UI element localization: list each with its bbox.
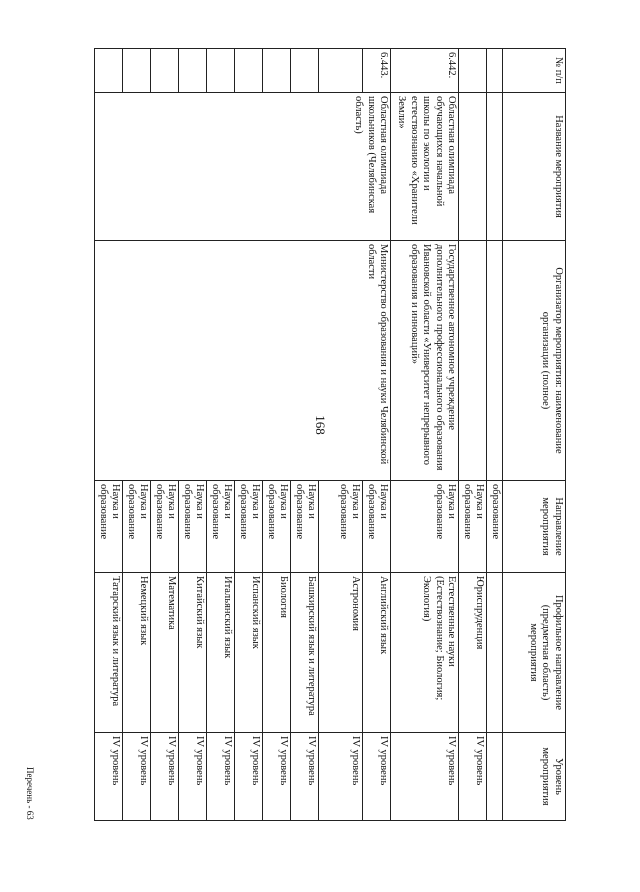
table-row (459, 49, 487, 821)
cell-profile: Естественные науки (Естествознание; Биология; Экология) (391, 573, 459, 733)
footer-note: Перечень - 63 (25, 767, 35, 820)
header-name: Название мероприятия (503, 93, 566, 241)
cell-num (263, 49, 291, 93)
events-table (95, 48, 567, 821)
cell-profile: Татарский язык и литература (95, 573, 123, 733)
header-direction: Направление мероприятия (503, 481, 566, 573)
cell-direction: Наука и образование (179, 481, 207, 573)
cell-level: IV уровень (151, 733, 179, 821)
table-row (487, 49, 503, 821)
cell-level: IV уровень (207, 733, 235, 821)
cell-num (291, 49, 319, 93)
cell-num (319, 49, 363, 93)
header-row (503, 49, 566, 821)
cell-organizer: Министерство образования и науки Челябинской области (95, 241, 391, 481)
cell-profile: Астрономия (319, 573, 363, 733)
table-row (391, 49, 459, 821)
cell-direction: образование (487, 481, 503, 573)
cell-num (207, 49, 235, 93)
cell-direction: Наука и образование (391, 481, 459, 573)
cell-profile: Башкирский язык и литература (291, 573, 319, 733)
cell-profile: Немецкий язык (123, 573, 151, 733)
cell-num (95, 49, 123, 93)
cell-num (459, 49, 487, 93)
cell-level: IV уровень (291, 733, 319, 821)
cell-level: IV уровень (363, 733, 391, 821)
cell-direction: Наука и образование (459, 481, 487, 573)
cell-direction: Наука и образование (235, 481, 263, 573)
cell-name (459, 93, 487, 241)
cell-organizer: Государственное автономное учреждение дополнительного профессионального образования Ивановской области «Университет непрерывного образования и инноваций» (391, 241, 459, 481)
table-row (363, 49, 391, 821)
header-profile: Профильное направление (предметная область) мероприятия (503, 573, 566, 733)
cell-level: IV уровень (263, 733, 291, 821)
cell-num: 6.443. (363, 49, 391, 93)
cell-level: IV уровень (123, 733, 151, 821)
cell-profile: Биология (263, 573, 291, 733)
cell-direction: Наука и образование (319, 481, 363, 573)
cell-direction: Наука и образование (263, 481, 291, 573)
cell-name (487, 93, 503, 241)
cell-level: IV уровень (235, 733, 263, 821)
cell-organizer (459, 241, 487, 481)
cell-direction: Наука и образование (151, 481, 179, 573)
cell-direction: Наука и образование (363, 481, 391, 573)
header-organizer: Организатор мероприятия: наименование организации (полное) (503, 241, 566, 481)
cell-profile: Итальянский язык (207, 573, 235, 733)
cell-level: IV уровень (95, 733, 123, 821)
cell-profile: Юриспруденция (459, 573, 487, 733)
cell-level: IV уровень (179, 733, 207, 821)
cell-profile: Испанский язык (235, 573, 263, 733)
cell-direction: Наука и образование (123, 481, 151, 573)
cell-profile (487, 573, 503, 733)
cell-profile: Математика (151, 573, 179, 733)
cell-profile: Китайский язык (179, 573, 207, 733)
page-number: 168 (313, 415, 328, 435)
cell-direction: Наука и образование (291, 481, 319, 573)
rotated-table-wrapper (82, 48, 566, 820)
cell-level: IV уровень (319, 733, 363, 821)
header-num: № п/п (503, 49, 566, 93)
cell-level: IV уровень (459, 733, 487, 821)
cell-num (123, 49, 151, 93)
cell-num (151, 49, 179, 93)
cell-num: 6.442. (391, 49, 459, 93)
cell-num (179, 49, 207, 93)
cell-profile: Английский язык (363, 573, 391, 733)
cell-direction: Наука и образование (95, 481, 123, 573)
cell-level: IV уровень (391, 733, 459, 821)
header-level: Уровень мероприятия (503, 733, 566, 821)
cell-level (487, 733, 503, 821)
cell-name: Областная олимпиада обучающихся начальной школы по экологии и естествознанию «Хранители Земли» (391, 93, 459, 241)
cell-direction: Наука и образование (207, 481, 235, 573)
cell-organizer (487, 241, 503, 481)
cell-num (487, 49, 503, 93)
cell-num (235, 49, 263, 93)
cell-name: Областная олимпиада школьников (Челябинская область) (95, 93, 391, 241)
